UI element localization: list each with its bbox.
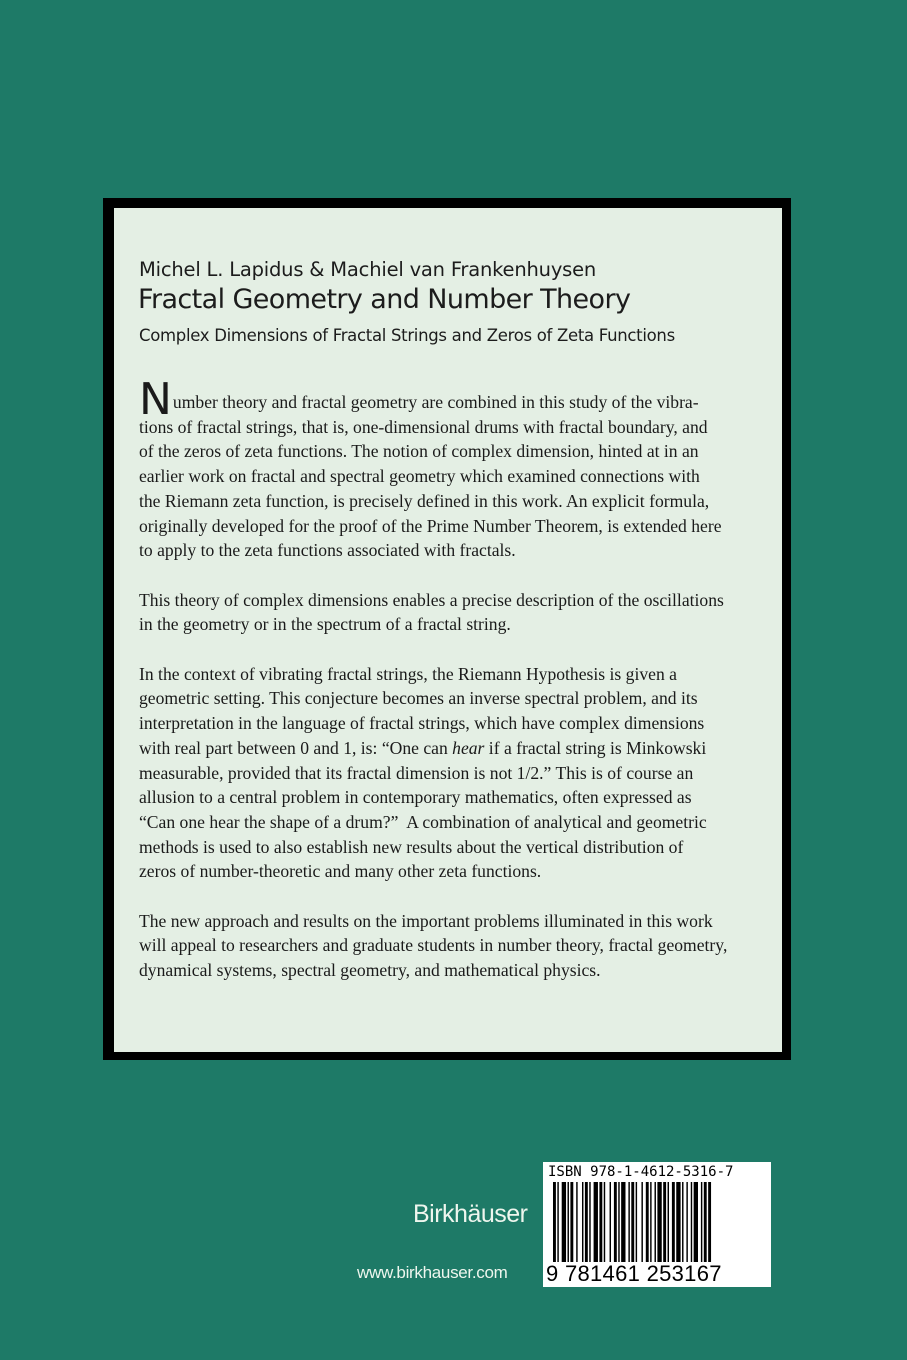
dropcap: N [139, 374, 172, 425]
barcode-bar [585, 1182, 588, 1262]
p3-line: In the context of vibrating fractal strings, the Riemann Hypothesis is given a [139, 663, 677, 684]
p1-line: umber theory and fractal geometry are combined in this study of the vibra- [172, 392, 699, 412]
p4-line: dynamical systems, spectral geometry, and mathematical physics. [139, 960, 601, 981]
barcode-bar [582, 1182, 583, 1262]
paragraph-3 [139, 662, 774, 884]
barcode-bar [672, 1182, 675, 1262]
barcode-bar [676, 1182, 680, 1262]
barcode-bar [663, 1182, 666, 1262]
barcode-bar [701, 1182, 702, 1262]
p3-line: geometric setting. This conjecture becomes an inverse spectral problem, and its [139, 688, 698, 709]
barcode-bar [691, 1182, 692, 1262]
paragraph-1 [139, 374, 774, 563]
barcode-bar [682, 1182, 683, 1262]
p3-line: measurable, provided that its fractal dimension is not 1/2.” This is of course an [139, 762, 694, 783]
p3-line: if a fractal string is Minkowski [484, 737, 707, 758]
p1-line: of the zeros of zeta functions. The notion of complex dimension, hinted at in an [139, 441, 699, 462]
barcode-bar [657, 1182, 661, 1262]
book-subtitle: Complex Dimensions of Fractal Strings and Zeros of Zeta Functions [139, 326, 675, 345]
barcode-bar [631, 1182, 634, 1262]
barcode-bar [694, 1182, 698, 1262]
barcode-bar [650, 1182, 651, 1262]
barcode [543, 1162, 771, 1287]
p1-line: the Riemann zeta function, is precisely defined in this work. An explicit formula, [139, 490, 710, 511]
barcode-bar [704, 1182, 707, 1262]
barcode-bar [594, 1182, 598, 1262]
barcode-bar [708, 1182, 711, 1262]
p4-line: will appeal to researchers and graduate students in number theory, fractal geometry, [139, 935, 728, 956]
barcode-bar [562, 1182, 566, 1262]
back-cover-panel [103, 198, 791, 1060]
p3-line: zeros of number-theoretic and many other zeta functions. [139, 861, 542, 882]
paragraph-4 [139, 909, 774, 983]
barcode-bar [553, 1182, 556, 1262]
p3-line: allusion to a central problem in contemporary mathematics, often expressed as [139, 787, 692, 808]
blurb [139, 374, 774, 1008]
barcode-bar [668, 1182, 669, 1262]
p4-line: The new approach and results on the important problems illuminated in this work [139, 910, 713, 931]
barcode-bars [553, 1182, 765, 1262]
panel-inner [114, 208, 782, 1052]
barcode-bar [568, 1182, 569, 1262]
p2-line: in the geometry or in the spectrum of a fractal string. [139, 614, 511, 635]
p1-line: to apply to the zeta functions associated with fractals. [139, 540, 516, 561]
barcode-bar [636, 1182, 637, 1262]
paragraph-2 [139, 588, 774, 637]
barcode-bar [576, 1182, 577, 1262]
p1-line: earlier work on fractal and spectral geometry which examined connections with [139, 466, 700, 487]
authors: Michel L. Lapidus & Machiel van Frankenhuysen [139, 258, 597, 281]
p1-line: originally developed for the proof of the Prime Number Theorem, is extended here [139, 515, 722, 536]
barcode-bar [589, 1182, 590, 1262]
p3-line: “Can one hear the shape of a drum?” A combination of analytical and geometric [139, 811, 707, 832]
publisher-url[interactable]: www.birkhauser.com [357, 1263, 508, 1282]
barcode-bar [599, 1182, 602, 1262]
p3-line: methods is used to also establish new results about the vertical distribution of [139, 836, 684, 857]
barcode-bar [646, 1182, 649, 1262]
book-title: Fractal Geometry and Number Theory [138, 284, 631, 315]
barcode-bar [686, 1182, 687, 1262]
p2-line: This theory of complex dimensions enables a precise description of the oscillations [139, 589, 724, 610]
barcode-bar [570, 1182, 573, 1262]
barcode-digits: 9 781461 253167 [546, 1261, 722, 1286]
p3-line: interpretation in the language of fractal strings, which have complex dimensions [139, 713, 705, 734]
barcode-bar [641, 1182, 642, 1262]
barcode-bar [655, 1182, 656, 1262]
barcode-bar [557, 1182, 558, 1262]
barcode-bar [618, 1182, 619, 1262]
italic-hear: hear [452, 737, 485, 758]
p3-line: with real part between 0 and 1, is: “One can [139, 737, 453, 758]
publisher-logo: Birkhäuser [413, 1200, 528, 1228]
barcode-bar [604, 1182, 605, 1262]
barcode-bar [621, 1182, 625, 1262]
p1-line: tions of fractal strings, that is, one-dimensional drums with fractal boundary, and [139, 416, 708, 437]
barcode-bar [614, 1182, 617, 1262]
barcode-bar [628, 1182, 629, 1262]
isbn-label: ISBN 978-1-4612-5316-7 [548, 1164, 734, 1180]
barcode-bar [610, 1182, 611, 1262]
